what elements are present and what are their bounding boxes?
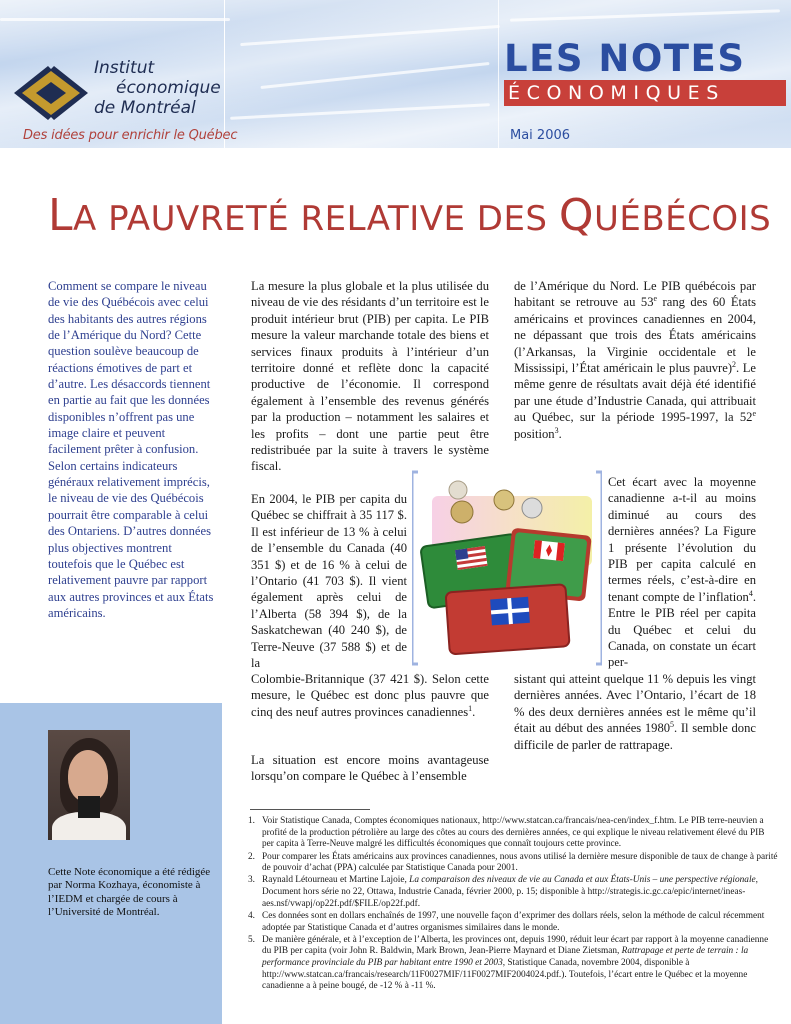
author-note: Cette Note économique a été rédigée par Norma Kozhaya, économiste à l’IEDM et chargée de cours à l’Université de Montréal. xyxy=(48,866,211,919)
iedm-logo-icon xyxy=(8,60,94,126)
text-run: . Le même genre de résultats avait déjà été identifié par une étude d’Industrie Canada, qui attribuait au Québec, sur la période 1995-1997, la 52 xyxy=(514,361,756,425)
masthead xyxy=(0,0,791,148)
header-divider xyxy=(498,0,499,148)
decor-streak xyxy=(0,18,230,21)
footnote-ref: 1 xyxy=(468,703,473,713)
photo-neck xyxy=(78,796,100,818)
body-paragraph xyxy=(514,671,756,753)
footnote-ref: 5 xyxy=(670,720,675,730)
bracket-left xyxy=(412,472,418,664)
footnote-rule xyxy=(250,809,370,810)
footnote-ref: 3 xyxy=(554,425,559,435)
sidebar-intro: Comment se compare le niveau de vie des Québécois avec celui des habitants des autres régions de l’Amérique du Nord? Cette question soulève beaucoup de réactions émotives de part et d’autre. Les désaccords tiennent en partie au fait que les données disponibles n’offrent pas une image claire et peuvent facilement prêter à confusion. Selon certains indicateurs généraux relativement imprécis, le niveau de vie des Québécois pourrait être comparable à celui des Ontariens. D’autres données plus objectives montrent toutefois que le Québec est relativement pauvre par rapport aux autres provinces et aux États américains. xyxy=(48,279,214,620)
decor-streak xyxy=(240,25,500,46)
series-title: LES NOTES xyxy=(504,37,746,80)
issue-date: Mai 2006 xyxy=(510,128,571,143)
text-run: rang des 60 États américains et provinces canadiennes en 2004, ne dépassant que trois des États américains (l’Arkansas, la Virginie occidentale et le Mississipi, l’État américain le plus pauvre) xyxy=(514,295,756,376)
series-subtitle: ÉCONOMIQUES xyxy=(504,80,786,106)
footnote-text: , Statistique Canada, novembre 2004, disponible à http://www.statcan.ca/francais/research/11F0027MIF/11F0027MIF2004024.pdf.). Toutefois, l’écart entre le Québec et la moyenne canadienne a à peine bougé, de -12 % à -11 %. xyxy=(262,958,748,992)
text-run: . xyxy=(558,426,562,441)
footnote-text: Voir Statistique Canada, Comptes économiques nationaux, http://www.statcan.ca/francais/nea-cen/index_f.htm. Le PIB terre-neuvien a profité de la production pétrolière au large des côtes au cours des dernières années, ce qui explique le niveau relativement élevé du PIB per capita à Terre-Neuve malgré les difficultés économiques que connaît toujours cette province. xyxy=(262,816,765,850)
photo-face xyxy=(68,750,108,802)
footnote-item xyxy=(248,875,778,910)
footnote-item xyxy=(248,852,778,875)
footnote-text: De manière générale, et à l’exception de l’Alberta, les provinces ont, depuis 1990, réduit leur écart par rapport à la moyenne canadienne du PIB per capita (voir John R. Baldwin, Mark Brown, Jean-Pierre Maynard et Diane Zietsman, xyxy=(262,934,769,957)
coin-icon xyxy=(451,501,473,523)
body-paragraph xyxy=(514,278,756,442)
footnote-text: Pour comparer les États américains aux provinces canadiennes, nous avons utilisé la dernière mesure disponible de taux de change à parité de pouvoir d’achat (PPA) calculée par Statistique Canada pour 2001. xyxy=(262,851,778,874)
body-paragraph: La mesure la plus globale et la plus utilisée du niveau de vie des résidants d’un territoire est le produit intérieur brut (PIB) per capita. Le PIB mesure la valeur marchande totale des biens et services finaux produits à l’intérieur d’un territoire donné et reflète donc la capacité productive de l’économie. Il correspond également à l’ensemble des revenus générés par la production – notamment les salaires et les profits – dont une partie peut être redistribuée par la suite à travers le système fiscal. xyxy=(251,279,489,474)
title-cap: L xyxy=(48,190,74,241)
coin-icon xyxy=(449,481,467,499)
body-paragraph: La situation est encore moins avantageuse lorsqu’on compare le Québec à l’ensemble xyxy=(251,753,489,784)
footnotes xyxy=(248,816,778,994)
decor-streak xyxy=(230,103,490,120)
bracket-right xyxy=(596,472,602,664)
title-part: A PAUVRETÉ RELATIVE DES xyxy=(73,199,559,239)
wallets-illustration xyxy=(412,470,602,666)
superscript: e xyxy=(752,409,756,419)
text-run: . xyxy=(472,704,476,719)
footnote-text: Raynald Létourneau et Martine Lajoie, xyxy=(262,875,410,886)
footnote-number: 1. xyxy=(248,816,255,826)
text-run: position xyxy=(514,426,555,441)
text-run: . Entre le PIB réel per capita du Québec et celui du Canada, on constate un écart per- xyxy=(608,589,756,670)
superscript: e xyxy=(653,294,658,304)
footnote-number: 4. xyxy=(248,910,255,921)
body-paragraph: En 2004, le PIB per capita du Québec se chiffrait à 35 117 $. Il est inférieur de 13 % à celui de l’ensemble du Canada (40 351 $) et de 16 % à celui de l’Ontario (41 703 $). Il vient également après celui de l’Alberta (58 394 $), de la Saskatchewan (40 240 $), de Terre-Neuve (37 588 $) et de la xyxy=(251,492,407,671)
text-run: sistant qui atteint quelque 11 % depuis les vingt dernières années. Avec l’Ontario, l’écart de 18 % des deux dernières années est le même qu’il était au début des années 1980 xyxy=(514,672,756,736)
footnote-number: 5. xyxy=(248,934,255,945)
title-cap: Q xyxy=(558,190,594,241)
footnote-ref: 2 xyxy=(732,359,737,369)
decor-streak xyxy=(510,9,780,21)
footnote-ref: 4 xyxy=(748,588,753,598)
footnote-text: , Document hors série no 22, Ottawa, Industrie Canada, février 2000, p. 15; disponible à http://strategis.ic.gc.ca/epic/internet/ineas-aes.nsf/vwapj/op22f.pdf/$FILE/op22f.pdf. xyxy=(262,875,758,909)
text-run: . Il semble donc difficile de parler de rattrapage. xyxy=(514,721,756,752)
footnote-text: Ces données sont en dollars enchaînés de 1997, une nouvelle façon d’exprimer des dollars réels, selon la méthode de calcul récemment adoptée par Statistique Canada et d’autres organismes similaires dans le monde. xyxy=(262,910,765,933)
decor-streak xyxy=(260,62,489,89)
footnote-number: 2. xyxy=(248,851,255,862)
institute-name xyxy=(94,58,221,118)
footnote-item xyxy=(248,816,778,851)
tagline: Des idées pour enrichir le Québec xyxy=(23,128,238,143)
institute-line: de Montréal xyxy=(94,98,196,118)
quebec-wallet-icon xyxy=(446,584,570,654)
institute-line: économique xyxy=(116,78,221,98)
footnote-item xyxy=(248,911,778,934)
page-title xyxy=(48,190,772,241)
body-paragraph xyxy=(608,474,756,671)
header-divider xyxy=(224,0,225,148)
text-run: de l’Amérique du Nord. Le PIB québécois par habitant se retrouve au 53 xyxy=(514,279,756,310)
footnote-italic: Rattrapage et perte de terrain : la performance provinciale du PIB par habitant entre 1990 et 2003 xyxy=(262,946,749,968)
coin-icon xyxy=(494,490,514,510)
institute-line: Institut xyxy=(94,58,155,78)
text-run: Cet écart avec la moyenne canadienne a-t-il au moins diminué au cours des dernières années? La Figure 1 présente l’évolution du PIB per capita calculé en termes réels, c’est-à-dire en tenant compte de l’inflation xyxy=(608,475,756,604)
title-part: UÉBÉCOIS xyxy=(593,199,772,239)
footnote-italic: La comparaison des niveaux de vie au Canada et aux États-Unis – une perspective régionale xyxy=(409,875,756,886)
text-run: Colombie-Britannique (37 421 $). Selon cette mesure, le Québec est donc plus pauvre que cinq des neuf autres provinces canadiennes xyxy=(251,672,489,719)
coin-icon xyxy=(522,498,542,518)
footnote-item xyxy=(248,935,778,994)
body-paragraph xyxy=(251,671,489,720)
author-photo xyxy=(48,730,130,840)
footnote-number: 3. xyxy=(248,875,255,886)
